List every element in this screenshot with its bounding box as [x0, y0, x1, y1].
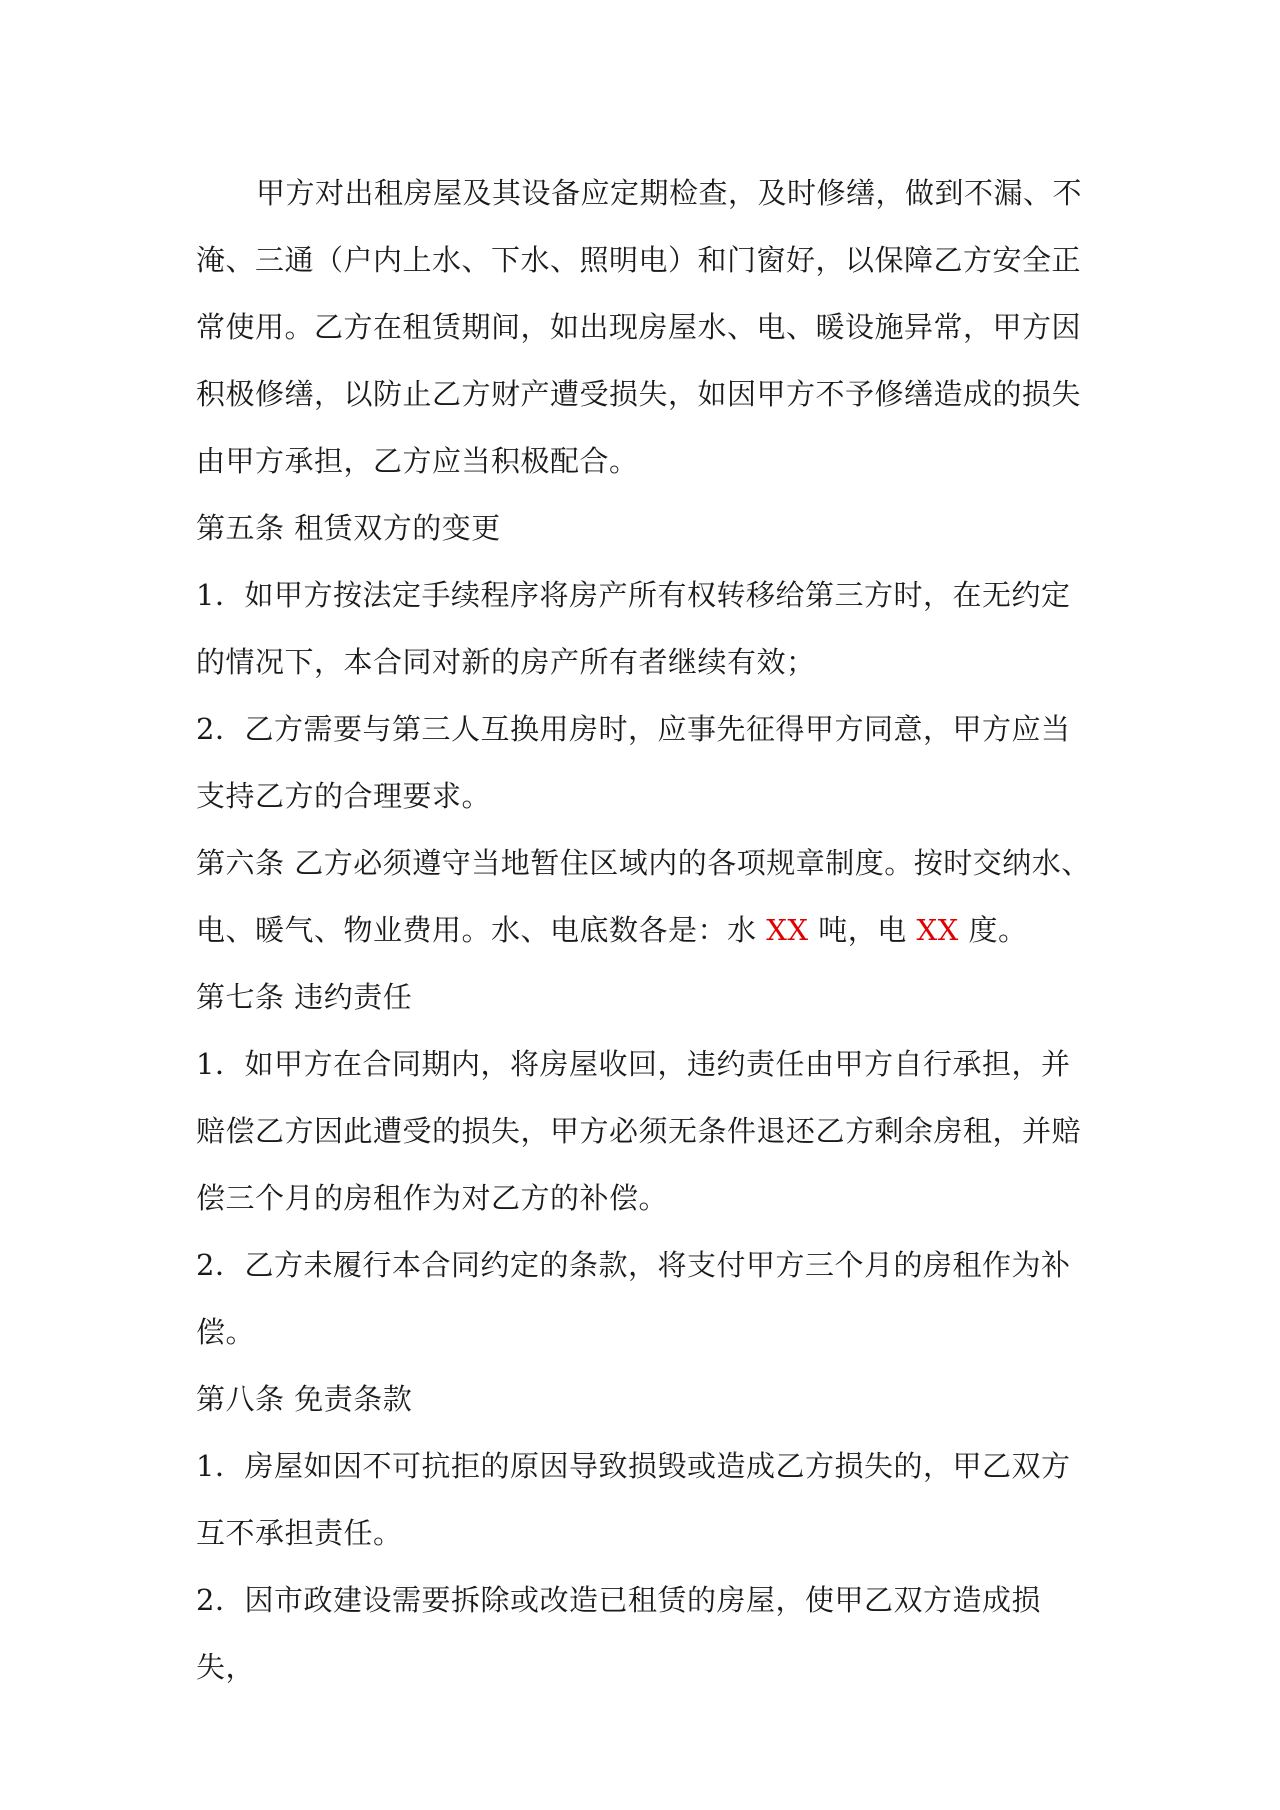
- article-8-item-2: 2．因市政建设需要拆除或改造已租赁的房屋，使甲乙双方造成损失，: [196, 1583, 1041, 1684]
- repair-paragraph: 甲方对出租房屋及其设备应定期检查，及时修缮，做到不漏、不淹、三通（户内上水、下水、照明电）和门窗好，以保障乙方安全正常使用。乙方在租赁期间，如出现房屋水、电、暖设施异常，甲方因积极修缮，以防止乙方财产遭受损失，如因甲方不予修缮造成的损失由甲方承担，乙方应当积极配合。: [196, 176, 1083, 478]
- article-7-item-1: 1．如甲方在合同期内，将房屋收回，违约责任由甲方自行承担，并赔偿乙方因此遭受的损失，甲方必须无条件退还乙方剩余房租，并赔偿三个月的房租作为对乙方的补偿。: [196, 1047, 1082, 1215]
- article-7-title: 第七条 违约责任: [196, 980, 413, 1014]
- document-body: [196, 160, 1092, 1701]
- article-6-paragraph: [196, 830, 1092, 964]
- article-5-item-2: 2．乙方需要与第三人互换用房时，应事先征得甲方同意，甲方应当支持乙方的合理要求。: [196, 712, 1071, 813]
- water-reading-placeholder: XX: [766, 913, 809, 947]
- article-6-text-c: 度。: [958, 913, 1028, 947]
- article-8-item-1: 1．房屋如因不可抗拒的原因导致损毁或造成乙方损失的，甲乙双方互不承担责任。: [196, 1449, 1071, 1550]
- article-5-item-1: 1．如甲方按法定手续程序将房产所有权转移给第三方时，在无约定的情况下，本合同对新的房产所有者继续有效；: [196, 578, 1071, 679]
- electricity-reading-placeholder: XX: [916, 913, 959, 947]
- article-6-text-b: 吨，电: [808, 913, 917, 947]
- article-7-item-2: 2．乙方未履行本合同约定的条款，将支付甲方三个月的房租作为补偿。: [196, 1248, 1071, 1349]
- article-5-title: 第五条 租赁双方的变更: [196, 511, 501, 545]
- article-8-title: 第八条 免责条款: [196, 1382, 413, 1416]
- article-6-text-a: 第六条 乙方必须遵守当地暂住区域内的各项规章制度。按时交纳水、电、暖气、物业费用。水、电底数各是：水: [196, 846, 1091, 947]
